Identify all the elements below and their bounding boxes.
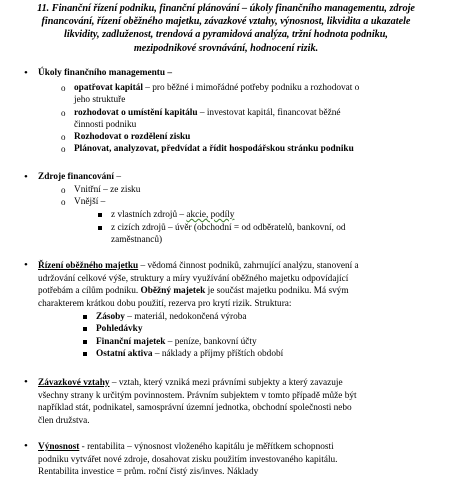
ukoly-item-2 — [74, 107, 444, 131]
rizeni-line-3-rest: je součást majetku podniku. Má svým — [205, 286, 349, 296]
rizeni-item-4-bold: Ostatní aktiva — [96, 349, 153, 359]
rizeni-line-4: charakterem krátkou dobu použití, rezerva pro krytí rizik. Struktura: — [38, 298, 292, 309]
ukoly-item-1-cont: jeho struktuře — [74, 95, 126, 105]
zdroje-vlastni-text: z vlastních zdrojů – — [111, 210, 187, 220]
page-heading — [6, 2, 446, 55]
zdroje-vnejsi: o Vnější – — [74, 196, 105, 208]
ukoly-item-2-bold: rozhodovat o umístění kapitálu — [74, 108, 198, 118]
ukoly-item-2-cont: činnosti podniku — [74, 120, 137, 130]
ukoly-item-4 — [74, 143, 449, 155]
ukoly-item-3 — [74, 131, 190, 143]
vynosnost-line-3: Rentabilita investice = prům. roční čistý zis/inves. Náklady — [38, 467, 259, 477]
heading-line-3: likvidity, zadluženost, trendová a pyramidová analýza, tržní hodnota podniku, — [64, 29, 388, 41]
section-zdroje-bullet — [38, 172, 121, 182]
rizeni-item-4-text: – náklady a příjmy příštích období — [152, 349, 284, 359]
section-zdroje-title: Zdroje financování — [38, 172, 115, 182]
section-ukoly-bullet — [38, 68, 172, 78]
ukoly-item-1 — [74, 82, 444, 106]
section-rizeni-title: Řízení oběžného majetku — [38, 261, 139, 271]
rizeni-item-1 — [96, 311, 247, 323]
rizeni-obezny-majetek: Oběžný majetek — [140, 286, 206, 296]
section-rizeni — [38, 260, 443, 310]
zdroje-cizi — [111, 222, 446, 246]
ukoly-item-2-text: – investovat kapitál, financovat běžné — [197, 108, 341, 118]
rizeni-item-1-text: – materiál, nedokončená výroba — [124, 312, 247, 322]
rizeni-item-2 — [96, 323, 143, 335]
zavazky-line-4: člen družstva. — [38, 415, 90, 426]
heading-line-1: 11. Finanční řízení podniku, finanční plánování – úkoly finančního managementu, zdroje — [37, 3, 415, 14]
ukoly-item-1-bold: opatřovat kapitál — [74, 83, 143, 93]
section-ukoly-title: Úkoly finančního managementu – — [38, 68, 173, 78]
rizeni-item-2-bold: Pohledávky — [96, 324, 143, 334]
rizeni-line-1: – vědomá činnost podniků, zahrnující analýzu, stanovení a — [138, 261, 359, 271]
rizeni-item-3-bold: Finanční majetek — [96, 337, 166, 347]
vynosnost-line-1: - rentabilita – výnosnost vloženého kapitálu je měřítkem schopnosti — [79, 442, 334, 452]
vynosnost-line-2: podniku vytvářet nové zdroje, dosahovat zisku použitím investovaného kapitálu. — [38, 454, 338, 465]
zdroje-vlastni-akcie: akcie, podíly — [186, 210, 235, 220]
zavazky-line-1: – vztah, který vzniká mezi právními subjekty a který zavazuje — [109, 378, 343, 388]
section-vynosnost-title: Výnosnost — [38, 442, 80, 452]
zdroje-vnitrni: o Vnitřní – ze zisku — [74, 184, 140, 196]
rizeni-item-3 — [96, 336, 257, 348]
zdroje-cizi-line-2: zaměstnanců) — [111, 235, 163, 245]
rizeni-item-3-text: – peníze, bankovní účty — [165, 337, 257, 347]
section-zdroje-suffix: – — [114, 172, 122, 182]
section-vynosnost — [38, 441, 443, 479]
zavazky-line-3: například stát, podnikatel, samosprávní územní jednotka, obchodní společnosti nebo — [38, 403, 352, 413]
section-zavazky-title: Závazkové vztahy — [38, 378, 110, 388]
rizeni-line-3: potřebám a cílům podniku. — [38, 286, 141, 296]
ukoly-item-4-bold: Plánovat, analyzovat, předvídat a řídit hospodářskou stránku podniku — [74, 144, 354, 154]
ukoly-item-1-text: – pro běžné i mimořádné potřeby podniku a rozhodovat o — [142, 83, 360, 93]
rizeni-line-2: udržování celkové výše, struktury a míry využívání oběžného majetku odpovídající — [38, 273, 349, 284]
zdroje-vlastni — [111, 209, 234, 221]
heading-line-4: mezipodnikové srovnávání, hodnocení rizik. — [133, 42, 319, 54]
zavazky-line-2: všechny strany k určitým povinnostem. Právním subjektem v tomto případě může být — [38, 390, 357, 401]
rizeni-item-4 — [96, 348, 283, 360]
ukoly-item-3-bold: Rozhodovat o rozdělení zisku — [74, 132, 191, 142]
section-zavazky — [38, 377, 443, 427]
heading-line-2: financování, řízení oběžného majetku, závazkové vztahy, výnosnost, likvidita a ukazatele — [41, 16, 411, 28]
rizeni-item-1-bold: Zásoby — [96, 312, 125, 322]
zdroje-cizi-line-1: z cizích zdrojů – úvěr (obchodní = od odběratelů, bankovní, od — [111, 223, 346, 233]
